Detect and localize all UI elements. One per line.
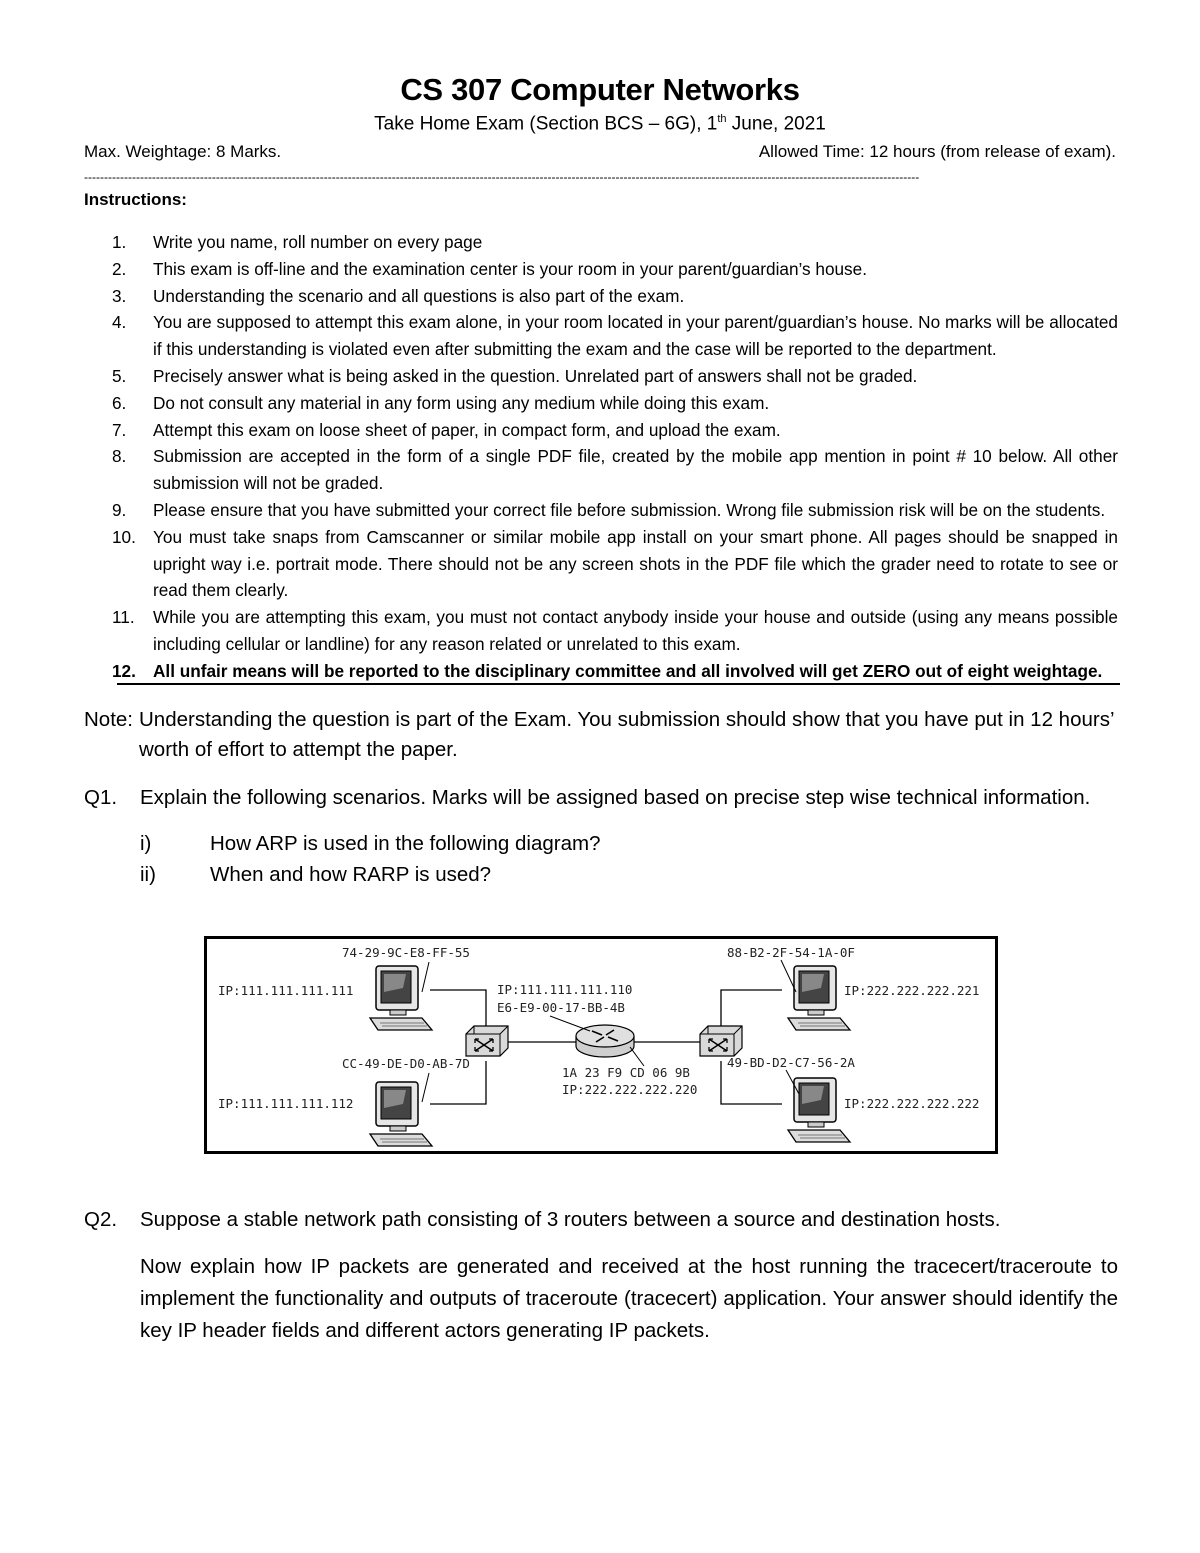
router-right-mac: 1A 23 F9 CD 06 9B (562, 1065, 690, 1080)
instruction-item (84, 497, 1118, 524)
host-top-right-mac: 88-B2-2F-54-1A-0F (727, 945, 855, 960)
instruction-item (84, 604, 1118, 658)
instruction-text: Attempt this exam on loose sheet of paper, in compact form, and upload the exam. (153, 419, 781, 440)
instruction-text: Precisely answer what is being asked in the question. Unrelated part of answers shall not be graded. (153, 365, 918, 386)
switch-right-icon (700, 1026, 742, 1056)
subtitle-date: June, 2021 (726, 113, 826, 135)
question-1 (84, 782, 1120, 814)
instruction-number: 8. (112, 446, 127, 467)
host-bottom-left-mac: CC-49-DE-D0-AB-7D (342, 1056, 470, 1071)
dashed-separator: ----------------------------------------------------------------------------------------------------------------------------------------------------------------------------------------------------------------- (84, 170, 920, 182)
router-left-mac: E6-E9-00-17-BB-4B (497, 1000, 625, 1015)
instruction-item (84, 390, 1118, 417)
host-bottom-left-ip: IP:111.111.111.112 (218, 1096, 354, 1111)
q1-part-i-number: i) (140, 832, 152, 855)
router-icon (576, 1025, 634, 1057)
instruction-text: This exam is off-line and the examination center is your room in your parent/guardian’s house. (153, 258, 867, 279)
instruction-text: All unfair means will be reported to the disciplinary committee and all involved will get ZERO out of eight weightage. (153, 660, 1103, 681)
note (84, 705, 1120, 765)
instruction-number: 5. (112, 365, 127, 386)
instruction-number: 7. (112, 419, 127, 440)
host-top-right-ip: IP:222.222.222.221 (844, 983, 980, 998)
page-title: CS 307 Computer Networks (400, 72, 800, 107)
instruction-number: 10. (112, 526, 136, 547)
instruction-item (84, 417, 1118, 444)
question-2 (84, 1204, 1120, 1236)
instruction-text: You are supposed to attempt this exam alone, in your room located in your parent/guardian’s house. No marks will be allocated if this understanding is violated even after submitting the exam and the case will be reported to the department. (153, 312, 1118, 360)
host-bottom-right-ip: IP:222.222.222.222 (844, 1096, 980, 1111)
instruction-number: 4. (112, 312, 127, 333)
instruction-number: 9. (112, 499, 127, 520)
allowed-time: Allowed Time: 12 hours (from release of exam). (758, 142, 1116, 161)
note-label: Note: (84, 708, 133, 731)
router-right-ip: IP:222.222.222.220 (562, 1082, 698, 1097)
instruction-text: Please ensure that you have submitted your correct file before submission. Wrong file submission risk will be on the students. (153, 499, 1106, 520)
instruction-text: You must take snaps from Camscanner or similar mobile app install on your smart phone. All pages should be snapped in upright way i.e. portrait mode. There should not be any screen shots in the PDF file which the grader need to rotate to see or read them clearly. (153, 526, 1118, 601)
host-top-left-mac: 74-29-9C-E8-FF-55 (342, 945, 470, 960)
instruction-item (84, 443, 1118, 497)
router-left-ip: IP:111.111.111.110 (497, 982, 633, 997)
q1-label: Q1. (84, 786, 118, 809)
instruction-text: While you are attempting this exam, you must not contact anybody inside your house and outside (using any means possible including cellular or landline) for any reason related or unrelated to this exam. (153, 607, 1118, 654)
instruction-number: 2. (112, 258, 127, 279)
instruction-text: Understanding the scenario and all questions is also part of the exam. (153, 285, 685, 306)
note-text: Understanding the question is part of the Exam. You submission should show that you have put in 12 hours’ worth of effort to attempt the paper. (139, 708, 1114, 761)
exam-subtitle (0, 113, 1200, 135)
instruction-item-bold (84, 658, 1118, 685)
instructions-list (84, 229, 1118, 685)
host-bottom-right-mac: 49-BD-D2-C7-56-2A (727, 1055, 855, 1070)
instruction-text: Write you name, roll number on every page (153, 232, 483, 252)
instruction-number: 11. (112, 607, 135, 628)
instruction-item (84, 256, 1118, 283)
instruction-text: Do not consult any material in any form using any medium while doing this exam. (153, 392, 770, 413)
instructions-heading: Instructions: (84, 190, 187, 209)
host-top-left-ip: IP:111.111.111.111 (218, 983, 354, 998)
instruction-number: 3. (112, 285, 127, 306)
subtitle-sup: th (717, 113, 727, 125)
instruction-number: 12. (112, 660, 136, 681)
max-weightage: Max. Weightage: 8 Marks. (84, 142, 282, 161)
q2-text: Suppose a stable network path consisting of 3 routers between a source and destination hosts. (140, 1208, 1001, 1231)
instruction-item (84, 229, 1118, 256)
instruction-number: 6. (112, 392, 127, 413)
instruction-number: 1. (112, 232, 127, 252)
q1-part-i-text: How ARP is used in the following diagram? (210, 832, 601, 855)
q1-text: Explain the following scenarios. Marks will be assigned based on precise step wise technical information. (140, 786, 1091, 809)
instruction-text: Submission are accepted in the form of a single PDF file, created by the mobile app mention in point # 10 below. All other submission will not be graded. (153, 446, 1118, 494)
instructions-underline (117, 683, 1120, 685)
q1-part-ii-text: When and how RARP is used? (210, 863, 492, 886)
instruction-item (84, 363, 1118, 390)
subtitle-text: Take Home Exam (Section BCS – 6G), 1 (374, 113, 718, 135)
instruction-item (84, 309, 1118, 363)
network-diagram (204, 936, 998, 1154)
q2-label: Q2. (84, 1208, 118, 1231)
q2-text-continued: Now explain how IP packets are generated and received at the host running the tracecert/traceroute to implement the functionality and outputs of traceroute (tracecert) application. Your answer should identify the key IP header fields and different actors generating IP packets. (140, 1255, 1118, 1342)
q1-part-ii-number: ii) (140, 863, 156, 886)
switch-left-icon (466, 1026, 508, 1056)
instruction-item (84, 283, 1118, 310)
instruction-item (84, 524, 1118, 604)
